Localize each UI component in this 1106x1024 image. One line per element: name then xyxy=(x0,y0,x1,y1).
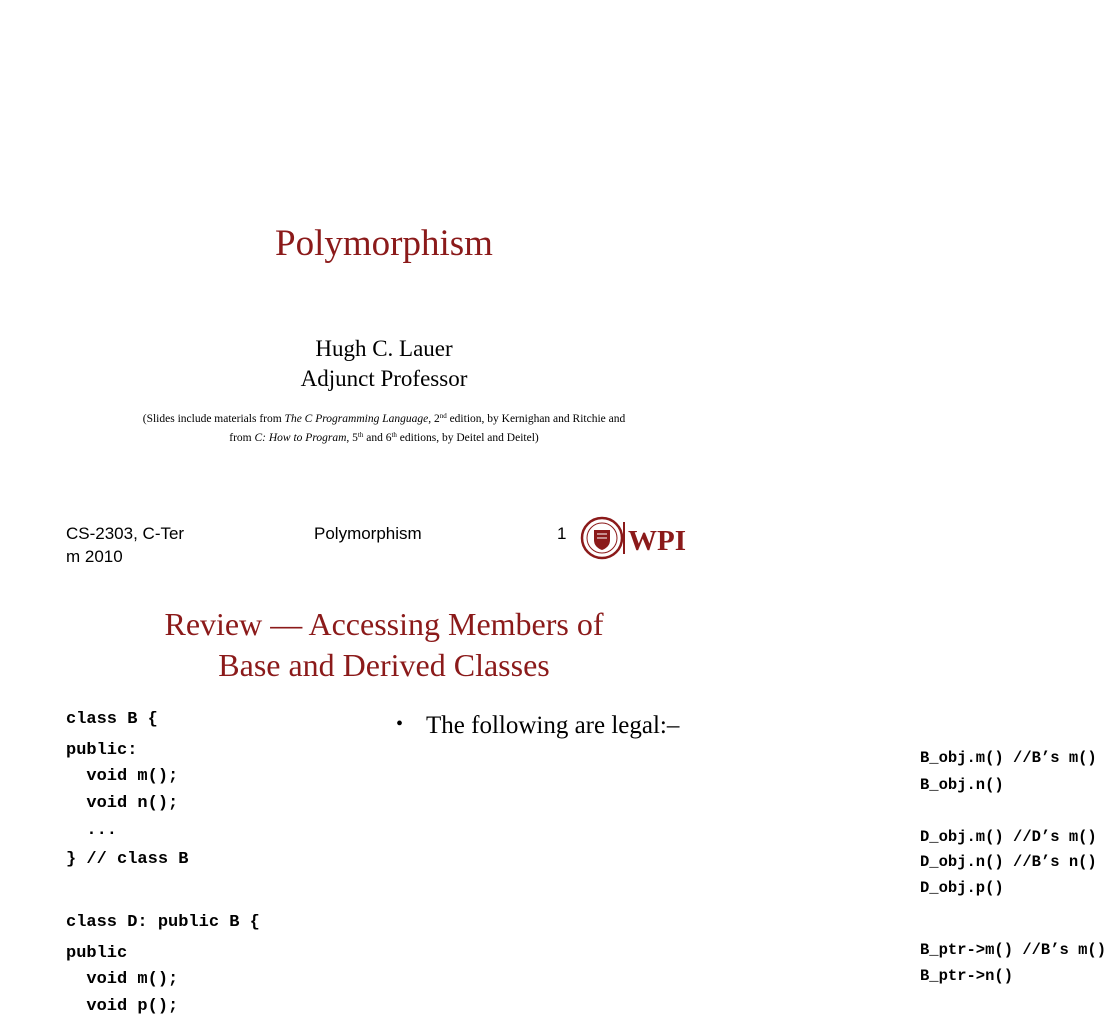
ordinal-suffix: th xyxy=(357,431,364,439)
code-line: B_obj.m() //B’s m() xyxy=(920,749,1097,767)
code-line: B_ptr->m() //B’s m() xyxy=(920,941,1106,959)
code-line: public: xyxy=(66,741,138,760)
bullet-dot: • xyxy=(396,713,404,735)
footer-page-number: 1 xyxy=(557,524,567,543)
code-line: void m(); xyxy=(66,970,179,989)
credits-text: (Slides include materials from xyxy=(142,413,285,425)
credits-line-2 xyxy=(80,429,688,448)
code-line: class D: public B { xyxy=(66,913,260,932)
bullet-item xyxy=(396,708,679,742)
footer-topic: Polymorphism xyxy=(314,524,422,543)
code-line: public xyxy=(66,944,128,963)
credits-text: editions, by Deitel and Deitel) xyxy=(396,432,539,444)
code-line: D_obj.p() xyxy=(920,879,1004,897)
book-title: The C Programming Language xyxy=(284,413,429,425)
code-line: D_obj.n() //B’s n() xyxy=(920,853,1097,871)
code-line: class B { xyxy=(66,710,158,729)
ordinal-suffix: th xyxy=(391,431,397,439)
code-line: void n(); xyxy=(66,794,179,813)
credits-line-1 xyxy=(80,410,688,429)
svg-text:WPI: WPI xyxy=(628,525,686,557)
class-code-block xyxy=(66,710,260,1016)
bullet-text: The following are legal:– xyxy=(426,712,680,739)
credits-text: , 2 xyxy=(428,413,440,425)
author-name: Hugh C. Lauer xyxy=(315,336,453,361)
code-line: void p(); xyxy=(66,997,179,1016)
slide-2-title-line-1: Review — Accessing Members of xyxy=(164,606,604,642)
footer-course xyxy=(66,522,216,568)
ordinal-suffix: nd xyxy=(439,412,447,420)
footer-course-line-2: m 2010 xyxy=(66,547,123,566)
credits-text: and 6 xyxy=(363,432,392,444)
code-line: } // class B xyxy=(66,850,189,869)
slide-2-title xyxy=(0,604,768,686)
author-block xyxy=(0,334,768,394)
code-line: B_obj.n() xyxy=(920,776,1004,794)
code-line: D_obj.m() //D’s m() xyxy=(920,828,1097,846)
author-title: Adjunct Professor xyxy=(300,366,468,391)
code-line: void m(); xyxy=(66,767,179,786)
credits-text: from xyxy=(229,432,255,444)
wpi-logo xyxy=(580,516,690,560)
credits-text: , 5 xyxy=(346,432,358,444)
footer-course-line-1: CS-2303, C-Ter xyxy=(66,524,185,543)
slide-2-title-line-2: Base and Derived Classes xyxy=(218,647,550,683)
credits-note xyxy=(80,410,688,448)
code-line: B_ptr->n() xyxy=(920,967,1014,985)
slide-title: Polymorphism xyxy=(275,223,493,264)
credits-text: edition, by Kernighan and Ritchie and xyxy=(446,413,626,425)
code-line: ... xyxy=(66,821,118,840)
book-title: C: How to Program xyxy=(254,432,347,444)
